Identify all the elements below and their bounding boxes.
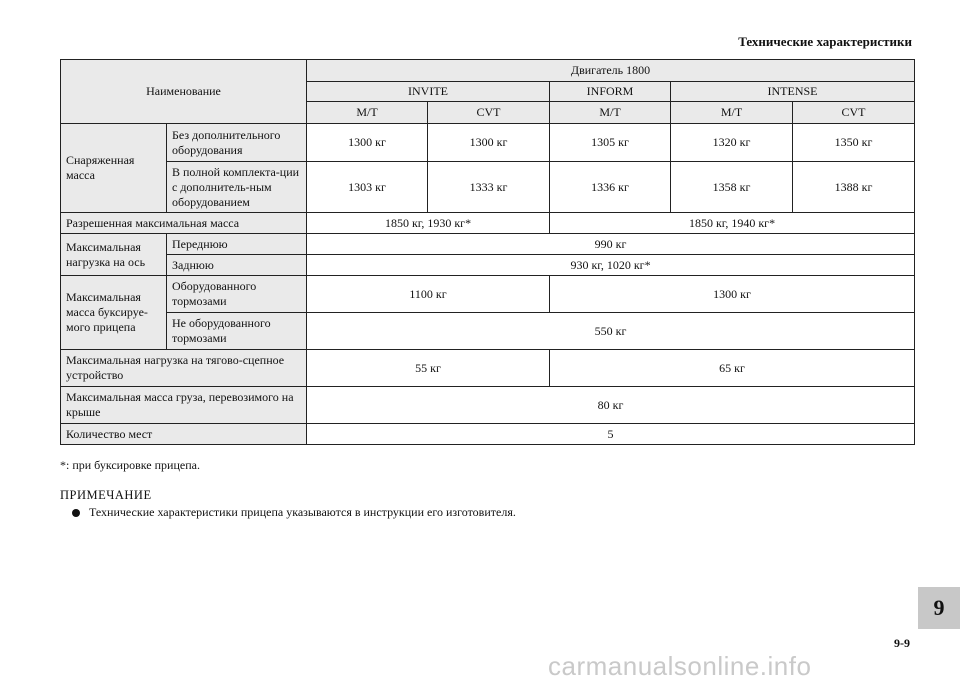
curb-weight-full-label: В полной комплекта-ции с дополнитель-ным оборудованием [167, 162, 307, 213]
table-cell: 1303 кг [307, 162, 428, 213]
page-number: 9-9 [894, 636, 910, 650]
table-cell: 1358 кг [671, 162, 793, 213]
trim-header-intense: INTENSE [671, 82, 915, 102]
table-cell: 1300 кг [428, 124, 550, 162]
watermark: carmanualsonline.info [548, 651, 812, 681]
table-cell: 550 кг [307, 313, 915, 350]
table-cell: 1333 кг [428, 162, 550, 213]
curb-weight-label: Снаряженная масса [61, 124, 167, 213]
seats-label: Количество мест [61, 424, 307, 445]
transmission-header: CVT [428, 102, 550, 124]
trailer-mass-label: Максимальная масса буксируе-мого прицепа [61, 276, 167, 350]
table-cell: 55 кг [307, 350, 550, 387]
footnote: *: при буксировке прицепа. [60, 458, 200, 472]
table-cell: 65 кг [550, 350, 915, 387]
axle-rear-label: Заднюю [167, 255, 307, 276]
engine-header: Двигатель 1800 [307, 60, 915, 82]
table-cell: 1300 кг [550, 276, 915, 313]
column-header-name: Наименование [61, 60, 307, 124]
transmission-header: M/T [307, 102, 428, 124]
table-cell: 1850 кг, 1940 кг* [550, 213, 915, 234]
table-cell: 1100 кг [307, 276, 550, 313]
table-cell: 1388 кг [793, 162, 915, 213]
transmission-header: CVT [793, 102, 915, 124]
table-cell: 80 кг [307, 387, 915, 424]
page-header-title: Технические характеристики [738, 34, 912, 49]
axle-front-label: Переднюю [167, 234, 307, 255]
chapter-tab: 9 [918, 587, 960, 629]
curb-weight-base-label: Без дополнительного оборудования [167, 124, 307, 162]
bullet-icon [72, 509, 80, 517]
table-cell: 930 кг, 1020 кг* [307, 255, 915, 276]
table-cell: 1850 кг, 1930 кг* [307, 213, 550, 234]
note-title: ПРИМЕЧАНИЕ [60, 488, 152, 502]
table-cell: 1350 кг [793, 124, 915, 162]
table-cell: 1300 кг [307, 124, 428, 162]
trim-header-invite: INVITE [307, 82, 550, 102]
gross-weight-label: Разрешенная максимальная масса [61, 213, 307, 234]
hitch-load-label: Максимальная нагрузка на тягово-сцепное устройство [61, 350, 307, 387]
trailer-braked-label: Оборудованного тормозами [167, 276, 307, 313]
note-text: Технические характеристики прицепа указываются в инструкции его изготовителя. [89, 505, 516, 519]
trim-header-inform: INFORM [550, 82, 671, 102]
table-cell: 990 кг [307, 234, 915, 255]
table-cell: 5 [307, 424, 915, 445]
axle-load-label: Максимальная нагрузка на ось [61, 234, 167, 276]
note-item [72, 505, 516, 520]
table-cell: 1305 кг [550, 124, 671, 162]
table-cell: 1320 кг [671, 124, 793, 162]
table-cell: 1336 кг [550, 162, 671, 213]
trailer-unbraked-label: Не оборудованного тормозами [167, 313, 307, 350]
roof-load-label: Максимальная масса груза, перевозимого на крыше [61, 387, 307, 424]
specifications-table [60, 59, 915, 445]
transmission-header: M/T [671, 102, 793, 124]
transmission-header: M/T [550, 102, 671, 124]
